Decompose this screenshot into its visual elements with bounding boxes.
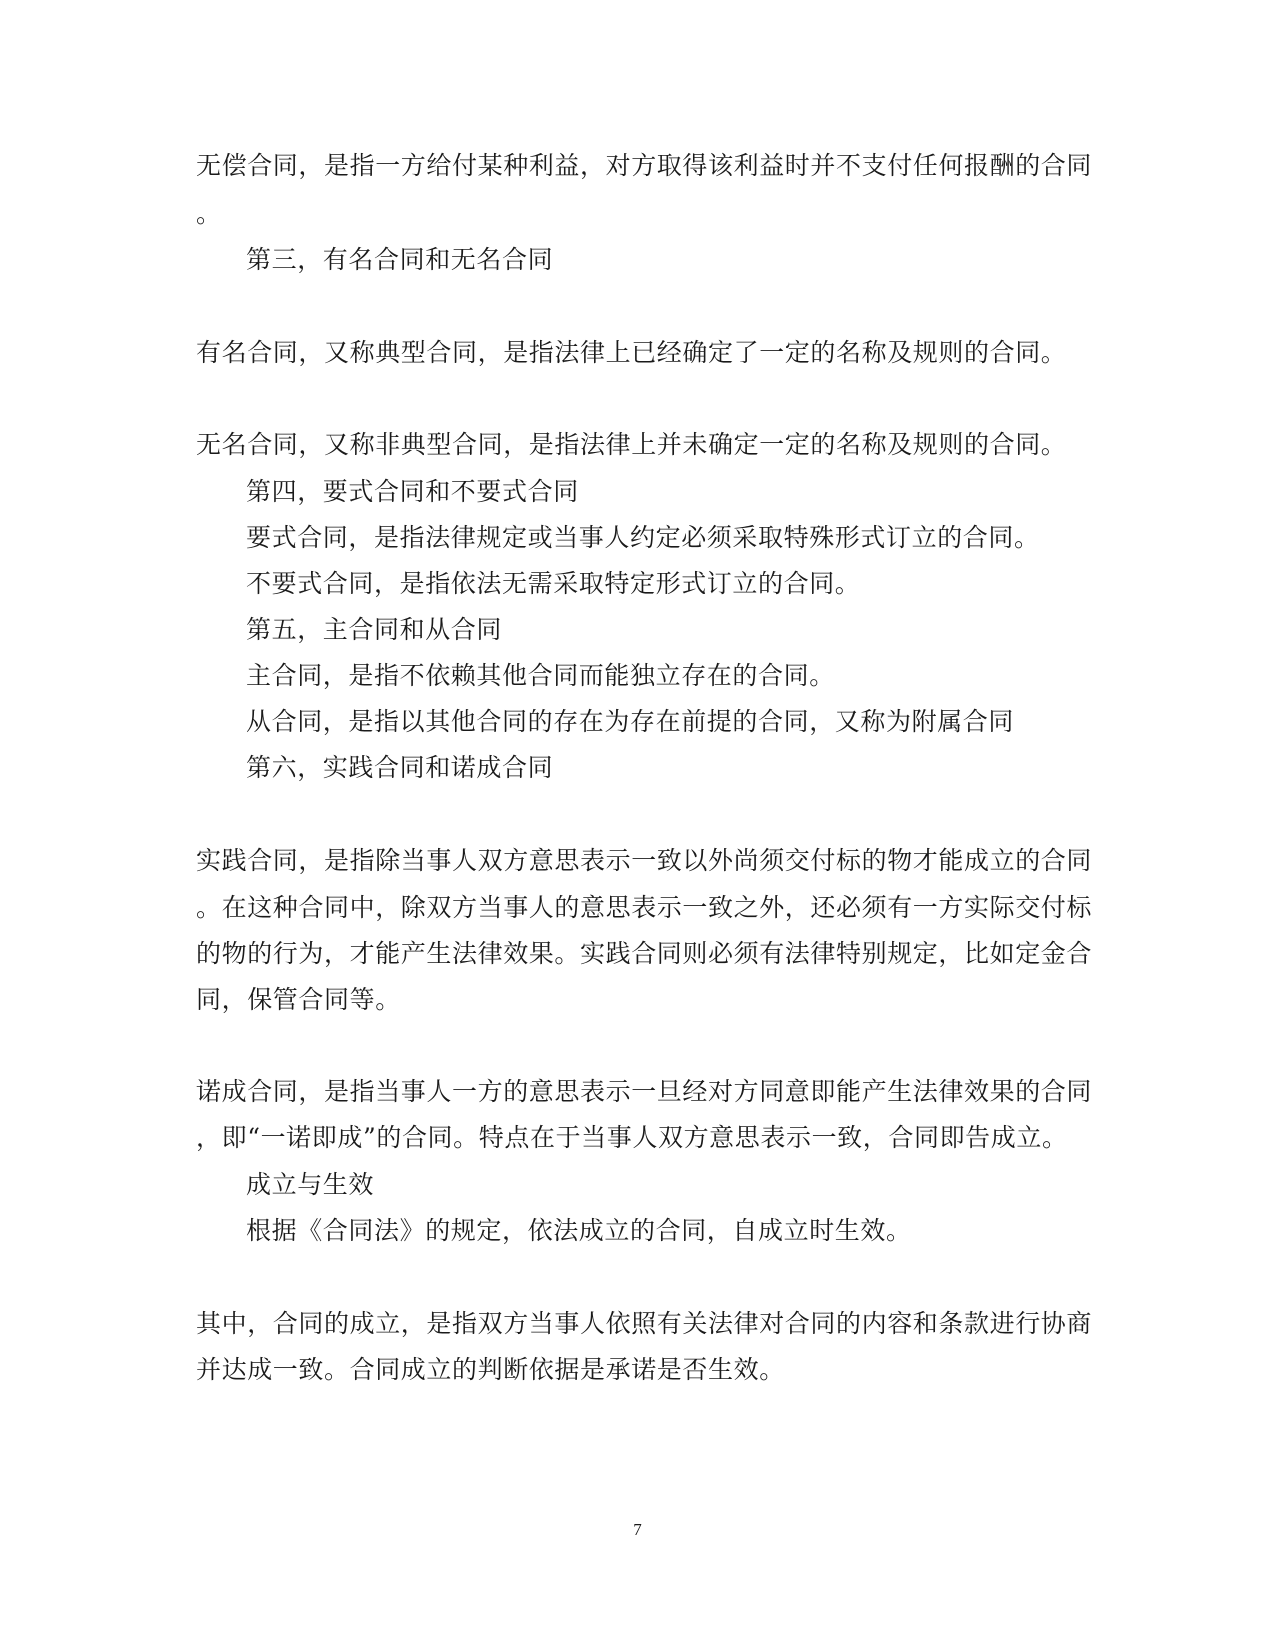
- text-line: 有名合同，又称典型合同，是指法律上已经确定了一定的名称及规则的合同。: [196, 338, 1067, 367]
- text-line: 无名合同，又称非典型合同，是指法律上并未确定一定的名称及规则的合同。: [196, 430, 1067, 459]
- text-line: 。在这种合同中，除双方当事人的意思表示一致之外，还必须有一方实际交付标: [196, 893, 1093, 922]
- text-line: 从合同，是指以其他合同的存在为存在前提的合同，又称为附属合同: [246, 707, 1015, 736]
- text-line: 同，保管合同等。: [196, 985, 401, 1014]
- section-heading: 第三，有名合同和无名合同: [246, 245, 554, 274]
- text-line: 。: [196, 199, 222, 228]
- text-line: 实践合同，是指除当事人双方意思表示一致以外尚须交付标的物才能成立的合同: [196, 846, 1093, 875]
- text-line: 不要式合同，是指依法无需采取特定形式订立的合同。: [246, 569, 861, 598]
- section-heading: 成立与生效: [246, 1170, 375, 1199]
- text-line: 的物的行为，才能产生法律效果。实践合同则必须有法律特别规定，比如定金合: [196, 939, 1093, 968]
- section-heading: 第六，实践合同和诺成合同: [246, 753, 554, 782]
- text-line: 其中，合同的成立，是指双方当事人依照有关法律对合同的内容和条款进行协商: [196, 1309, 1093, 1338]
- section-heading: 第四，要式合同和不要式合同: [246, 477, 579, 506]
- text-line: 诺成合同，是指当事人一方的意思表示一旦经对方同意即能产生法律效果的合同: [196, 1077, 1093, 1106]
- text-line: ，即“一诺即成”的合同。特点在于当事人双方意思表示一致，合同即告成立。: [196, 1123, 1068, 1152]
- text-line: 主合同，是指不依赖其他合同而能独立存在的合同。: [246, 661, 835, 690]
- page-number: 7: [633, 1520, 642, 1539]
- section-heading: 第五，主合同和从合同: [246, 615, 503, 644]
- text-line: 无偿合同，是指一方给付某种利益，对方取得该利益时并不支付任何报酬的合同: [196, 151, 1093, 180]
- text-line: 要式合同，是指法律规定或当事人约定必须采取特殊形式订立的合同。: [246, 523, 1040, 552]
- text-line: 根据《合同法》的规定，依法成立的合同，自成立时生效。: [246, 1216, 912, 1245]
- text-line: 并达成一致。合同成立的判断依据是承诺是否生效。: [196, 1355, 785, 1384]
